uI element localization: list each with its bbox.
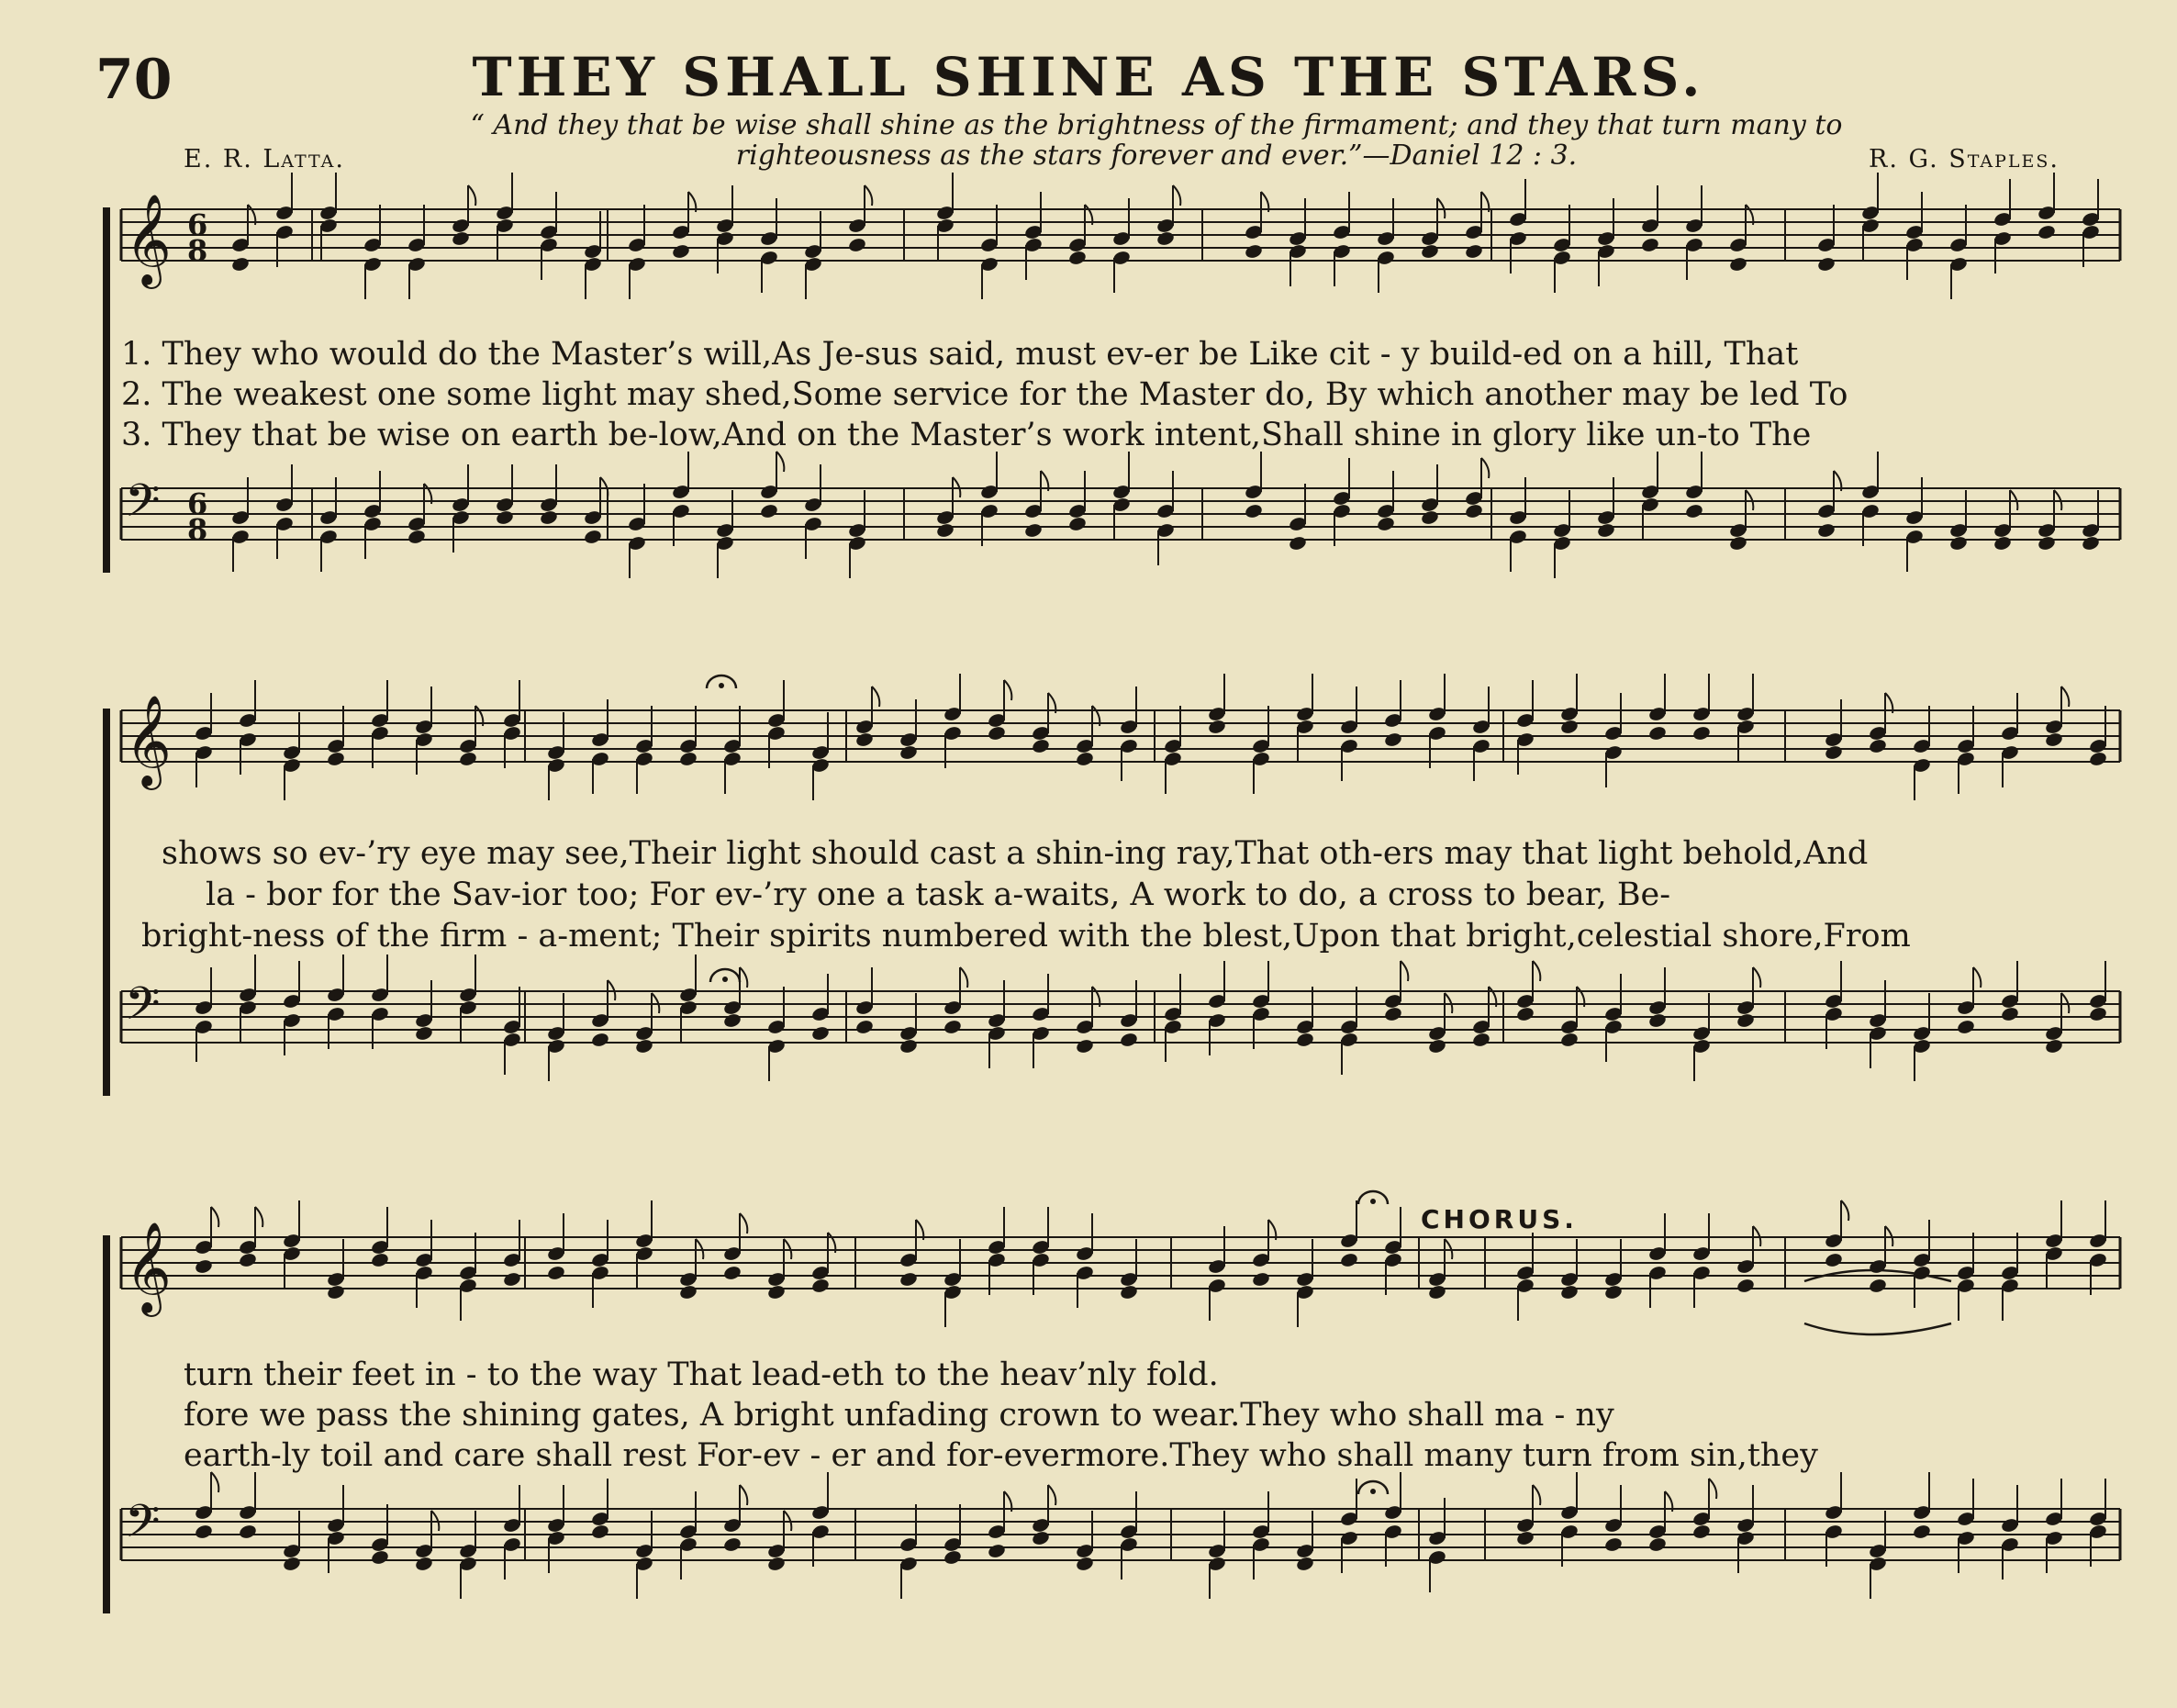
note-head bbox=[943, 1549, 962, 1566]
fermata-dot bbox=[1370, 1489, 1376, 1494]
note-flag bbox=[1004, 680, 1011, 700]
note-head bbox=[1295, 1032, 1314, 1048]
note-head bbox=[1868, 1278, 1887, 1294]
note-head bbox=[722, 1012, 742, 1029]
note-head bbox=[899, 744, 918, 761]
note-head bbox=[414, 1556, 433, 1572]
note-flag bbox=[211, 1207, 218, 1227]
note-head bbox=[634, 1038, 653, 1055]
note-head bbox=[1515, 1530, 1535, 1546]
bass-clef-icon: 𝄢 bbox=[125, 474, 161, 539]
note-head bbox=[458, 751, 477, 767]
epigraph-line-2: righteousness as the stars forever and ever.”—Daniel 12 : 3. bbox=[735, 140, 1578, 172]
note-head bbox=[1647, 1012, 1667, 1029]
note-head bbox=[194, 1258, 213, 1275]
note-flag bbox=[255, 1207, 262, 1227]
note-flag bbox=[872, 687, 879, 707]
system-1-verse-3: 3. They that be wise on earth be-low,And on the Master’s work intent,Shall shine in glory like un-to The bbox=[121, 417, 1812, 453]
system-3-bracket bbox=[103, 1235, 110, 1613]
note-head bbox=[1339, 1252, 1358, 1268]
treble-clef-icon: 𝄞 bbox=[125, 695, 172, 787]
note-head bbox=[1383, 731, 1402, 748]
note-head bbox=[502, 1271, 521, 1288]
note-head bbox=[1251, 1271, 1270, 1288]
system-3-verse-2: fore we pass the shining gates, A bright unfading crown to wear.They who shall ma - ny bbox=[184, 1397, 1614, 1434]
note-head bbox=[766, 1556, 786, 1572]
note-head bbox=[1288, 535, 1307, 552]
system-1-verse-1: 1. They who would do the Master’s will,As Je-sus said, must ev-er be Like cit - y build-ed on a hill, That bbox=[121, 336, 1799, 373]
note-head bbox=[1464, 503, 1483, 519]
note-head bbox=[1640, 237, 1659, 253]
note-head bbox=[1956, 1019, 1975, 1035]
note-flag bbox=[1753, 967, 1760, 988]
note-head bbox=[238, 1524, 257, 1540]
note-head bbox=[1427, 1284, 1446, 1301]
note-head bbox=[2081, 535, 2100, 552]
bass-clef-icon: 𝄢 bbox=[125, 977, 161, 1042]
system-2-verse-1: shows so ev-’ry eye may see,Their light should cast a shin-ing ray,That oth-ers may that light behold,And bbox=[162, 835, 1869, 872]
note-head bbox=[1647, 1536, 1667, 1553]
note-head bbox=[671, 243, 690, 260]
tie-icon bbox=[1804, 1323, 1951, 1334]
note-head bbox=[1376, 516, 1395, 532]
note-head bbox=[1948, 535, 1968, 552]
system-2-bracket bbox=[103, 709, 110, 1096]
note-head bbox=[899, 1038, 918, 1055]
note-head bbox=[1559, 1032, 1579, 1048]
note-flag bbox=[1401, 961, 1408, 981]
note-head bbox=[1075, 1556, 1094, 1572]
note-head bbox=[1155, 230, 1175, 247]
note-head bbox=[370, 1549, 389, 1566]
note-head bbox=[1244, 503, 1263, 519]
note-head bbox=[326, 1284, 345, 1301]
note-head bbox=[1075, 751, 1094, 767]
note-flag bbox=[1973, 967, 1981, 988]
note-head bbox=[2000, 1006, 2019, 1022]
note-head bbox=[1559, 719, 1579, 735]
system-2-verse-3: bright-ness of the firm - a-ment; Their spirits numbered with the blest,Upon that bright,celestial shore,From bbox=[141, 918, 1911, 954]
note-head bbox=[1119, 1032, 1138, 1048]
note-head bbox=[678, 751, 698, 767]
note-head bbox=[1031, 1530, 1050, 1546]
note-head bbox=[1207, 719, 1226, 735]
note-head bbox=[1464, 243, 1483, 260]
note-flag bbox=[1533, 1485, 1540, 1505]
note-flag bbox=[1709, 1479, 1716, 1499]
system-1-verse-2: 2. The weakest one some light may shed,Some service for the Master do, By which another may be led To bbox=[121, 376, 1848, 413]
note-head bbox=[1736, 1278, 1755, 1294]
note-head bbox=[414, 1025, 433, 1042]
note-flag bbox=[740, 1485, 747, 1505]
note-flag bbox=[1048, 1485, 1055, 1505]
note-head bbox=[1603, 1536, 1623, 1553]
note-head bbox=[1119, 1284, 1138, 1301]
note-head bbox=[854, 731, 874, 748]
note-flag bbox=[468, 185, 475, 206]
note-head bbox=[987, 1543, 1006, 1559]
note-head bbox=[766, 1284, 786, 1301]
note-head bbox=[1023, 522, 1043, 539]
note-flag bbox=[740, 1213, 747, 1234]
note-head bbox=[2088, 751, 2107, 767]
note-head bbox=[326, 751, 345, 767]
fermata-dot bbox=[719, 683, 724, 688]
note-head bbox=[678, 1284, 698, 1301]
note-head bbox=[1067, 250, 1087, 266]
note-head bbox=[1075, 1038, 1094, 1055]
note-head bbox=[1691, 725, 1711, 742]
note-head bbox=[230, 256, 250, 273]
note-head bbox=[2044, 731, 2063, 748]
note-head bbox=[546, 1265, 565, 1281]
note-flag bbox=[960, 967, 967, 988]
note-head bbox=[759, 503, 778, 519]
note-flag bbox=[865, 185, 872, 206]
note-head bbox=[1383, 1006, 1402, 1022]
note-flag bbox=[1533, 961, 1540, 981]
system-3-verse-3: earth-ly toil and care shall rest For-ev - er and for-evermore.They who shall many turn from sin,they bbox=[184, 1437, 1818, 1474]
note-head bbox=[451, 230, 470, 247]
note-head bbox=[2044, 1038, 2063, 1055]
system-3-verse-1: turn their feet in - to the way That lead-eth to the heav’nly fold. bbox=[184, 1356, 1219, 1393]
note-head bbox=[1559, 1284, 1579, 1301]
note-head bbox=[1684, 503, 1703, 519]
note-head bbox=[1736, 1012, 1755, 1029]
note-head bbox=[1244, 243, 1263, 260]
note-head bbox=[1691, 1524, 1711, 1540]
note-head bbox=[935, 522, 955, 539]
hymn-title: THEY SHALL SHINE AS THE STARS. bbox=[472, 46, 1705, 108]
note-head bbox=[722, 1536, 742, 1553]
note-flag bbox=[1841, 1200, 1848, 1221]
lyricist-credit: E. R. Latta. bbox=[184, 145, 345, 173]
chorus-label: CHORUS. bbox=[1421, 1204, 1578, 1234]
note-head bbox=[590, 1032, 609, 1048]
note-head bbox=[1728, 535, 1747, 552]
note-head bbox=[1427, 1038, 1446, 1055]
note-head bbox=[590, 1524, 609, 1540]
fermata-dot bbox=[722, 977, 728, 982]
time-signature-bottom: 8 bbox=[187, 512, 208, 547]
note-head bbox=[407, 529, 426, 545]
note-head bbox=[1420, 243, 1439, 260]
note-head bbox=[1031, 738, 1050, 754]
time-signature-bottom: 8 bbox=[187, 233, 208, 268]
note-head bbox=[1596, 522, 1615, 539]
note-head bbox=[1868, 738, 1887, 754]
epigraph-line-1: “ And they that be wise shall shine as the brightness of the firmament; and they that turn many to bbox=[470, 109, 1843, 141]
page-number: 70 bbox=[95, 48, 173, 112]
system-2-verse-2: la - bor for the Sav-ior too; For ev-’ry one a task a-waits, A work to do, a cross to bear, Be- bbox=[206, 876, 1671, 913]
note-head bbox=[2037, 224, 2056, 240]
note-head bbox=[1420, 509, 1439, 526]
composer-credit: R. G. Staples. bbox=[1869, 145, 2060, 173]
note-flag bbox=[1481, 458, 1489, 478]
note-head bbox=[1816, 256, 1836, 273]
note-head bbox=[1824, 744, 1843, 761]
treble-clef-icon: 𝄞 bbox=[125, 1222, 172, 1313]
note-head bbox=[1647, 725, 1667, 742]
note-head bbox=[1993, 535, 2012, 552]
note-flag bbox=[2061, 687, 2069, 707]
treble-clef-icon: 𝄞 bbox=[125, 194, 172, 285]
note-head bbox=[987, 725, 1006, 742]
note-head bbox=[1471, 1032, 1490, 1048]
note-head bbox=[238, 1252, 257, 1268]
note-head bbox=[539, 509, 558, 526]
note-head bbox=[1603, 1284, 1623, 1301]
note-head bbox=[583, 529, 602, 545]
note-head bbox=[2088, 1006, 2107, 1022]
system-1-bracket bbox=[103, 207, 110, 573]
bass-clef-icon: 𝄢 bbox=[125, 1495, 161, 1559]
note-head bbox=[1912, 1524, 1931, 1540]
note-head bbox=[495, 509, 514, 526]
note-head bbox=[943, 1019, 962, 1035]
note-head bbox=[1067, 516, 1087, 532]
note-head bbox=[899, 1271, 918, 1288]
note-head bbox=[370, 1252, 389, 1268]
note-head bbox=[722, 1265, 742, 1281]
note-head bbox=[847, 237, 866, 253]
time-signature-top: 6 bbox=[187, 486, 208, 521]
note-head bbox=[854, 1019, 874, 1035]
note-head bbox=[810, 1278, 830, 1294]
note-head bbox=[1816, 522, 1836, 539]
note-flag bbox=[740, 967, 747, 988]
note-head bbox=[282, 1556, 301, 1572]
note-head bbox=[1295, 1556, 1314, 1572]
note-head bbox=[2037, 535, 2056, 552]
time-signature-top: 6 bbox=[187, 207, 208, 242]
note-flag bbox=[1173, 185, 1180, 206]
note-head bbox=[1728, 256, 1747, 273]
note-head bbox=[1515, 1006, 1535, 1022]
note-head bbox=[194, 1524, 213, 1540]
note-head bbox=[1824, 1252, 1843, 1268]
fermata-dot bbox=[1370, 1199, 1376, 1204]
note-head bbox=[810, 1025, 830, 1042]
